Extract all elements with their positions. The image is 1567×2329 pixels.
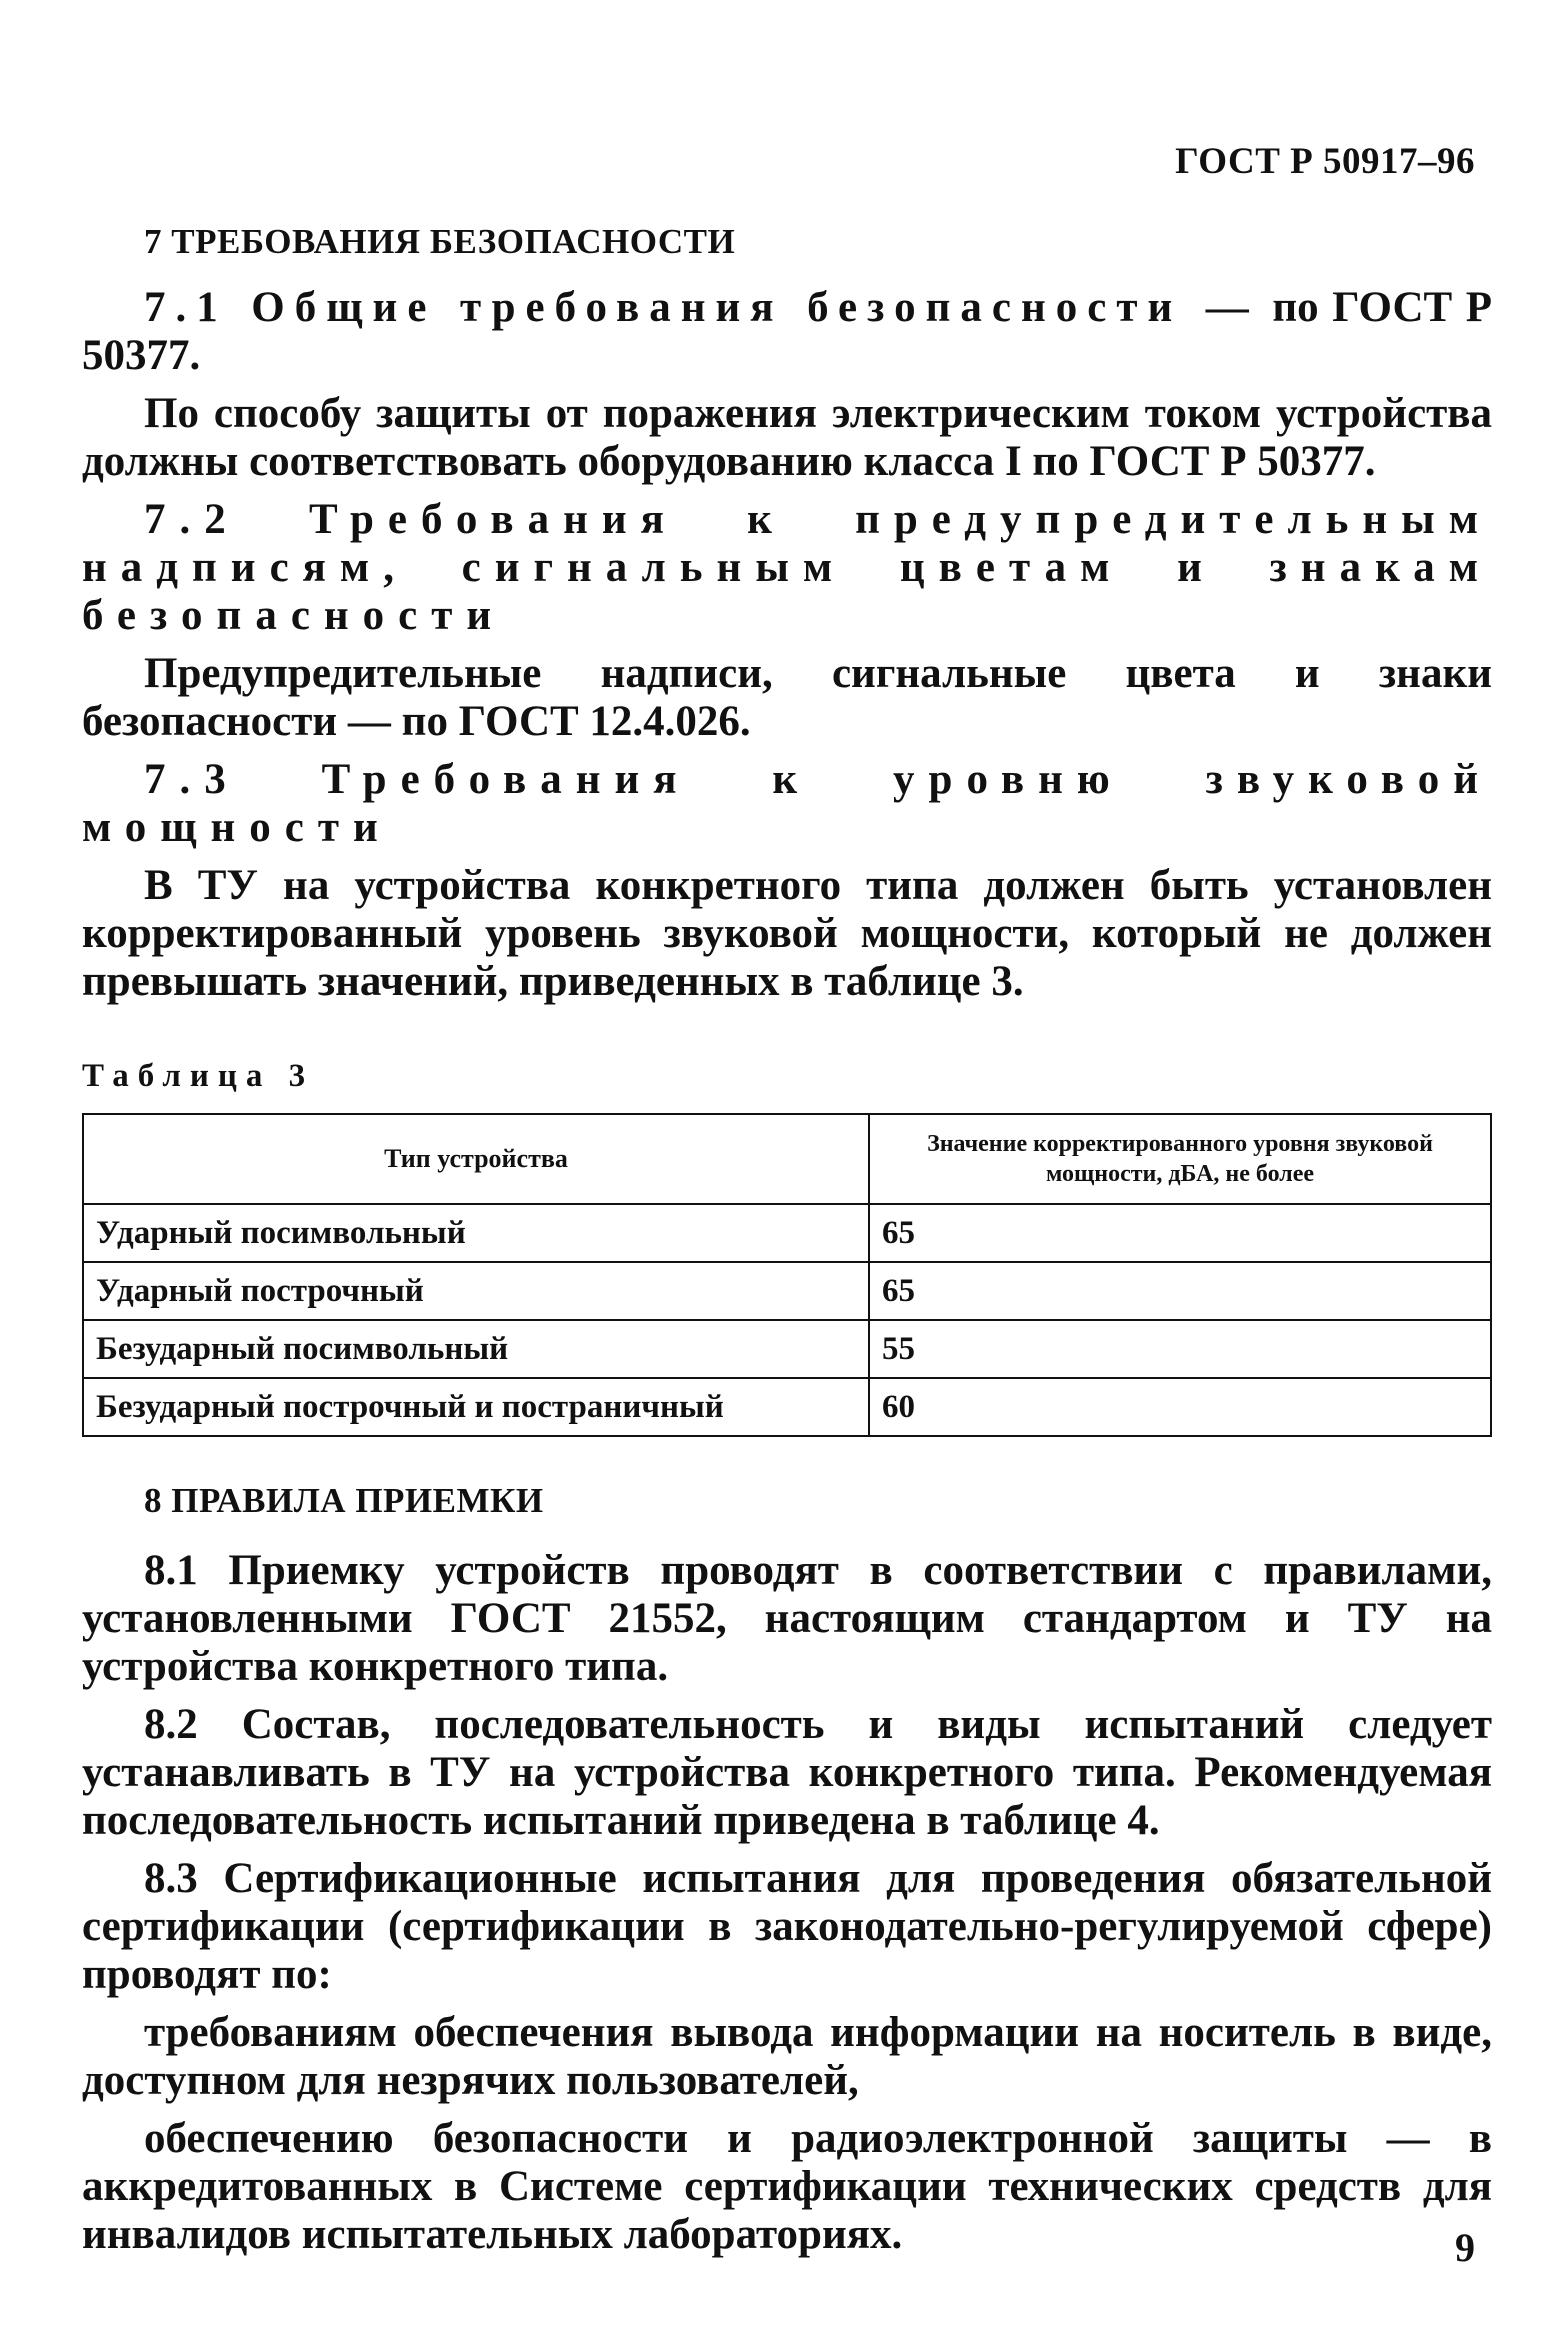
- table-cell-value: 60: [869, 1378, 1491, 1436]
- table-row: [83, 1262, 1491, 1320]
- clause-7-2-text: Предупредительные надписи, сигнальные цвета и знаки безопасности — по ГОСТ 12.4.026.: [82, 650, 1492, 745]
- table-cell-value: 65: [869, 1262, 1491, 1320]
- clause-7-1: [82, 284, 1492, 380]
- page-content: [82, 222, 1492, 2259]
- clause-7-3-title: 7.3 Требования к уровню звуковой мощности: [82, 756, 1492, 851]
- clause-7-1-title: 7.1 Общие требования безопасности —: [144, 284, 1259, 331]
- clause-8-3-item-2: обеспечению безопасности и радиоэлектронной защиты — в аккредитованных в Системе сертификации технических средств для инвалидов испытательных лабораториях.: [82, 2115, 1492, 2258]
- table-3-caption: Таблица 3: [82, 1058, 315, 1094]
- section-7-heading: 7 ТРЕБОВАНИЯ БЕЗОПАСНОСТИ: [144, 222, 736, 261]
- clause-7-1-text: По способу защиты от поражения электрическим током устройства должны соответствовать оборудованию класса I по ГОСТ Р 50377.: [82, 390, 1492, 485]
- page-number: 9: [1455, 2225, 1475, 2270]
- table-cell-type: Ударный построчный: [83, 1262, 869, 1320]
- clause-8-3-item-1: требованиям обеспечения вывода информации на носитель в виде, доступном для незрячих пользователей,: [82, 2009, 1492, 2104]
- clause-7-2-title: 7.2 Требования к предупредительным надписям, сигнальным цветам и знакам безопасности: [82, 496, 1492, 639]
- table-cell-type: Безударный построчный и постраничный: [83, 1378, 869, 1436]
- clause-8-1: 8.1 Приемку устройств проводят в соответствии с правилами, установленными ГОСТ 21552, настоящим стандартом и ТУ на устройства конкретного типа.: [82, 1547, 1492, 1690]
- table-3: [82, 1113, 1492, 1437]
- table-cell-type: Ударный посимвольный: [83, 1204, 869, 1262]
- clause-7-1-tail: по ГОСТ Р 50377.: [82, 284, 1493, 379]
- clause-7-3-text: В ТУ на устройства конкретного типа должен быть установлен корректированный уровень звуковой мощности, который не должен превышать значений, приведенных в таблице 3.: [82, 862, 1492, 1005]
- clause-8-2: 8.2 Состав, последовательность и виды испытаний следует устанавливать в ТУ на устройства конкретного типа. Рекомендуемая последовательность испытаний приведена в таблице 4.: [82, 1701, 1492, 1844]
- section-8-heading: 8 ПРАВИЛА ПРИЕМКИ: [144, 1481, 544, 1520]
- table-row: [83, 1320, 1491, 1378]
- table-cell-value: 65: [869, 1204, 1491, 1262]
- table-header-sound-level: Значение корректированного уровня звуковой мощности, дБА, не более: [869, 1114, 1491, 1204]
- table-cell-type: Безударный посимвольный: [83, 1320, 869, 1378]
- table-header-device-type: Тип устройства: [83, 1114, 869, 1204]
- table-cell-value: 55: [869, 1320, 1491, 1378]
- standard-code-header: ГОСТ Р 50917–96: [1175, 141, 1475, 182]
- table-row: [83, 1378, 1491, 1436]
- table-row: [83, 1204, 1491, 1262]
- table-header-row: [83, 1114, 1491, 1204]
- clause-8-3: 8.3 Сертификационные испытания для проведения обязательной сертификации (сертификации в законодательно-регулируемой сфере) проводят по:: [82, 1855, 1492, 1998]
